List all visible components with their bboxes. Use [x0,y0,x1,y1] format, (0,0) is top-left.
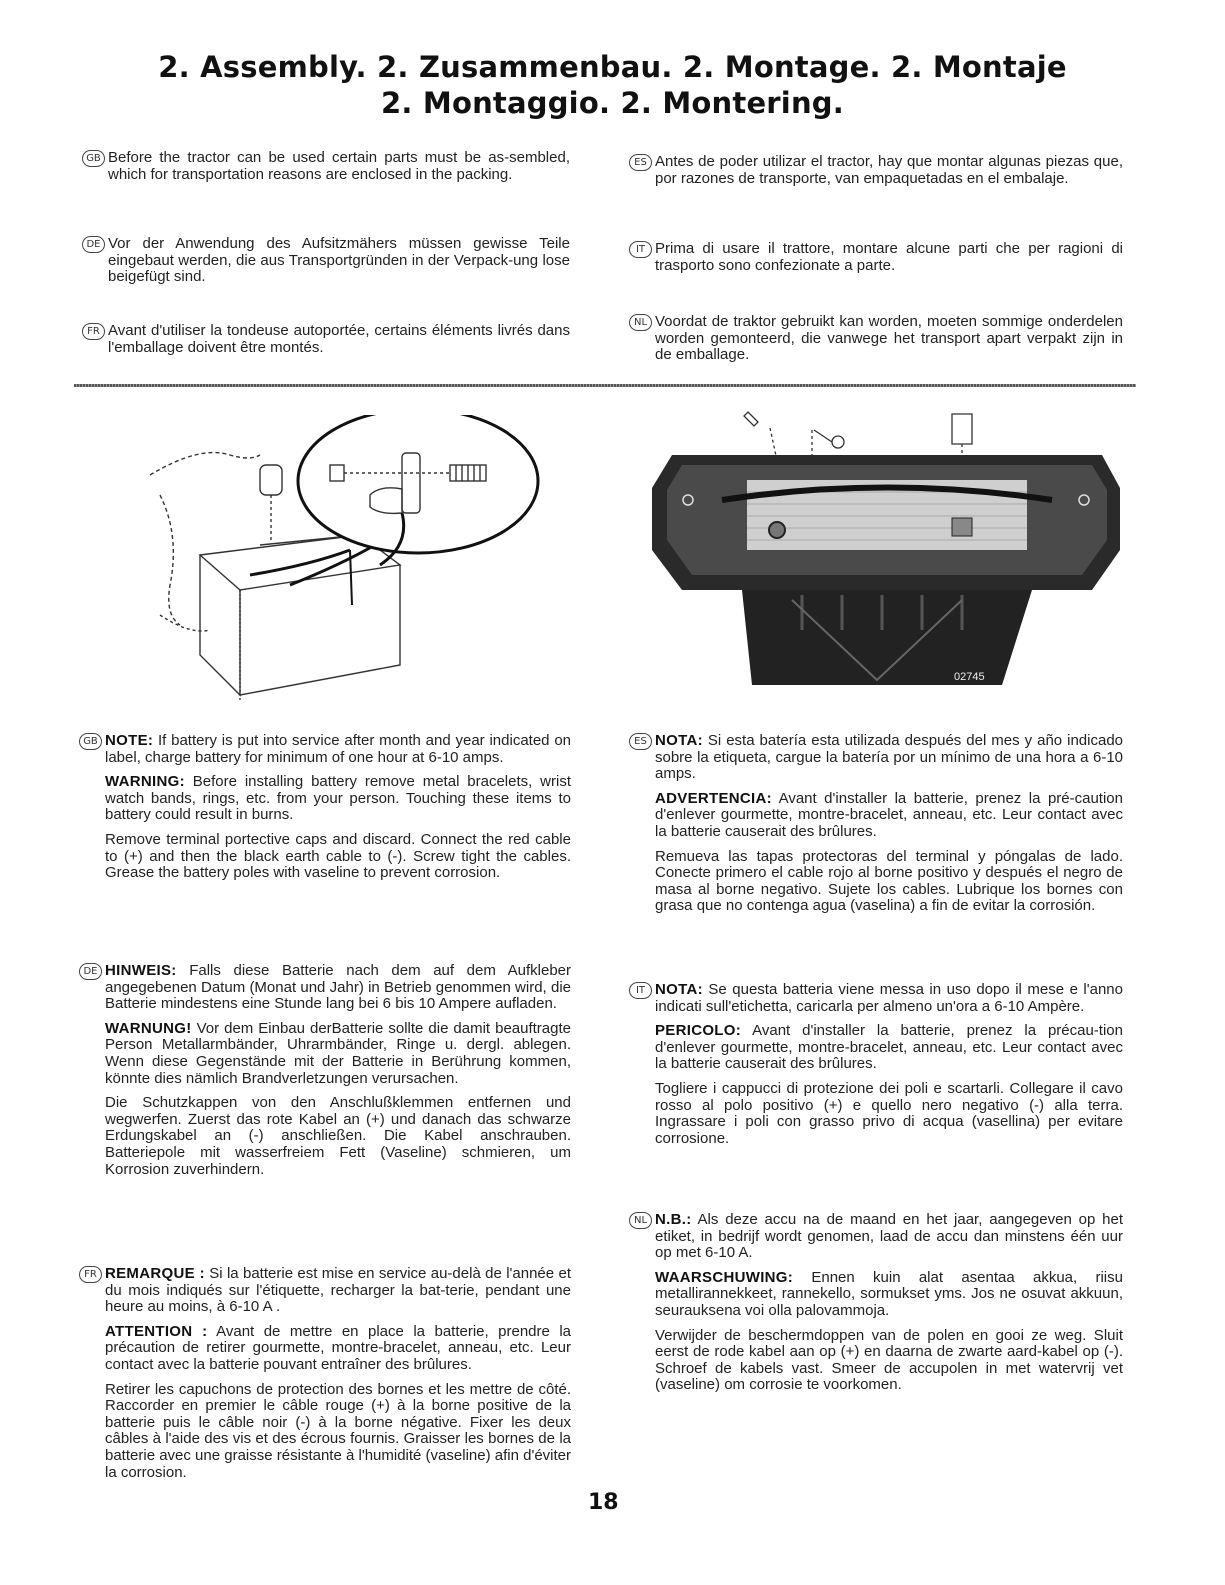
warning-text: Avant de mettre en place la batterie, prendre la précaution de retirer gourmette, montre-bracelet, anneau, etc. Leur contact avec la batterie pouvant entraîner des brûlures. [105,1322,571,1373]
note-label: NOTA: [655,732,703,749]
note-label: HINWEIS: [105,962,177,979]
lang-badge-fr: FR [79,1266,102,1283]
note-text: Si esta batería esta utilizada después del mes y año indicado sobre la etiqueta, cargue la batería por un mínimo de una hora a 6-10 amps. [655,732,1124,783]
intro-text: Avant d'utiliser la tondeuse autoportée, certains éléments livrés dans l'emballage doivent être montés. [108,322,570,356]
warning-label: WAARSCHUWING: [655,1268,794,1286]
warning-label: ADVERTENCIA: [655,789,772,807]
intro-text: Antes de poder utilizar el tractor, hay que montar algunas piezas que, por razones de transporte, van empaquetadas en el embalaje. [655,153,1123,187]
warning-text: Avant d'installer la batterie, prenez la précau-tion d'enlever gourmette, montre-bracelet, anneau, etc. Leur contact avec la batterie causerait des brûlures. [655,1022,1123,1073]
intro-text: Prima di usare il trattore, montare alcune parti che per ragioni di trasporto sono confezionate a parte. [655,240,1123,274]
intro-nl [633,313,1123,364]
lang-badge-gb: GB [79,733,102,750]
note-text: Als deze accu na de maand en het jaar, aangegeven op het etiket, in bedrijf wordt genomen, laad de accu dan minstens één uur op met 6-10 A. [655,1211,1123,1262]
lang-badge-nl: NL [629,314,652,331]
lang-badge-it: IT [629,982,652,999]
note-label: NOTA: [655,981,703,998]
note-text: Se questa batteria viene messa in uso dopo il mese e l'anno indicati sull'etichetta, caricarla per almeno un'ora a 6-10 Ampère. [655,981,1123,1015]
battery-tray-illustration [652,400,1122,690]
lang-badge-gb: GB [82,150,105,167]
instruction-text: Togliere i cappucci di protezione dei poli e scartarli. Collegare il cavo rosso al polo positivo (+) e quello nero negativo (-) alla terra. Ingrassare i poli con grasso privo di acqua (vasellina) per evitare corrosione. [655,1079,1123,1147]
section-es [634,732,1124,923]
lang-badge-es: ES [629,154,652,171]
section-divider [74,384,1136,387]
intro-fr [87,322,570,356]
section-nl [633,1211,1123,1402]
intro-de [86,235,570,286]
page-title-line-1: 2. Assembly. 2. Zusammenbau. 2. Montage. 2. Montaje [158,50,1067,84]
instruction-text: Retirer les capuchons de protection des bornes et les mettre de côté. Raccorder en premier le câble rouge (+) à la borne positive de la batterie puis le câble noir (-) à la borne négative. Fixer les deux câbles à l'aide des vis et des écrous fournis. Graisser les bornes de la batterie avec une graisse résistante à l'humidité (vaseline) afin d'éviter la corrosion. [105,1380,571,1481]
lang-badge-es: ES [629,733,652,750]
note-label: NOTE: [105,732,154,749]
instruction-text: Verwijder de beschermdoppen van de polen en gooi ze weg. Sluit eerst de rode kabel aan op (+) en daarna de zwarte aard-kabel op (-). Schroef de kabels vast. Smeer de accupolen in met watervrij vet (vaseline) om corrosie te voorkomen. [655,1326,1123,1394]
warning-text: Vor dem Einbau derBatterie sollte die damit beauftragte Person Metallarmbänder, Uhrarmbänder, Ringe u. dergl. ablegen. Wenn diese Gegenstände mit der Batterie in Berührung kommen, könnte dies nämlich Brandverletzungen verursachen. [105,1019,571,1087]
intro-text: Vor der Anwendung des Aufsitzmähers müssen gewisse Teile eingebaut werden, die aus Transportgründen in der Verpack-ung lose beigefügt sind. [108,235,570,286]
warning-text: Ennen kuin alat asentaa akkua, riisu metallirannekkeet, rannekello, sormukset yms. Jos ne osuvat akkuun, seurauksena voi olla palovammoja. [655,1268,1123,1319]
intro-es [634,153,1123,187]
intro-gb [86,149,570,183]
intro-text: Voordat de traktor gebruikt kan worden, moeten sommige onderdelen worden gemonteerd, die vanwege het transport apart verpakt zijn in de emballage. [655,313,1123,364]
battery-installation-illustration [140,415,580,705]
note-text: Falls diese Batterie nach dem auf dem Aufkleber angegebenen Datum (Monat und Jahr) in Betrieb genommen wird, die Batterie mindestens eine Stunde lang bei 6 bis 10 Ampere aufladen. [105,962,571,1013]
section-fr [84,1265,571,1489]
note-label: REMARQUE : [105,1265,205,1282]
instruction-text: Remueva las tapas protectoras del terminal y póngalas de lado. Conecte primero el cable rojo al borne positivo y después el negro de masa al borne negativo. Sujete los cables. Lubrique los bornes con grasa que no contenga agua (vaselina) a fin de evitar la corrosión. [655,847,1123,915]
note-text: Si la batterie est mise en service au-delà de l'année et du mois indiqués sur l'étiquette, recharger la bat-terie, pendant une heure au moins, à 6-10 A . [105,1265,571,1316]
figure-label: 02745 [954,671,985,683]
lang-badge-it: IT [629,241,652,258]
page-title-line-2: 2. Montaggio. 2. Montering. [381,86,844,120]
warning-label: WARNING: [105,773,185,791]
instruction-text: Die Schutzkappen von den Anschlußklemmen entfernen und wegwerfen. Zuerst das rote Kabel an (+) und danach das schwarze Erdungskabel an (-) anschließen. Die Kabel anschrauben. Batteriepole mit wasserfreiem Fett (Vaseline) schmieren, um Korrosion zuverhindern. [105,1094,571,1178]
warning-label: ATTENTION : [105,1322,208,1340]
instruction-text: Remove terminal portective caps and discard. Connect the red cable to (+) and then the black earth cable to (-). Screw tight the cables. Grease the battery poles with vaseline to prevent corrosion. [105,830,571,882]
section-gb [83,732,572,890]
intro-text: Before the tractor can be used certain parts must be as-sembled, which for transportation reasons are enclosed in the packing. [108,149,570,183]
note-text: If battery is put into service after month and year indicated on label, charge battery for minimum of one hour at 6-10 amps. [105,732,571,766]
warning-label: WARNUNG! [105,1019,192,1037]
warning-text: Before installing battery remove metal bracelets, wrist watch bands, rings, etc. from your person. Touching these items to battery could result in burns. [105,773,572,824]
warning-label: PERICOLO: [655,1022,742,1040]
lang-badge-fr: FR [82,323,105,340]
lang-badge-de: DE [82,236,105,253]
lang-badge-de: DE [79,963,102,980]
warning-text: Avant d'installer la batterie, prenez la pré-caution d'enlever gourmette, montre-bracelet, anneau, etc. Leur contact avec la batterie causerait des brûlures. [655,789,1123,840]
page-number: 18 [588,1490,619,1515]
section-de [83,962,571,1186]
lang-badge-nl: NL [629,1212,652,1229]
intro-it [635,240,1123,274]
section-it [635,981,1123,1155]
note-label: N.B.: [655,1211,692,1228]
